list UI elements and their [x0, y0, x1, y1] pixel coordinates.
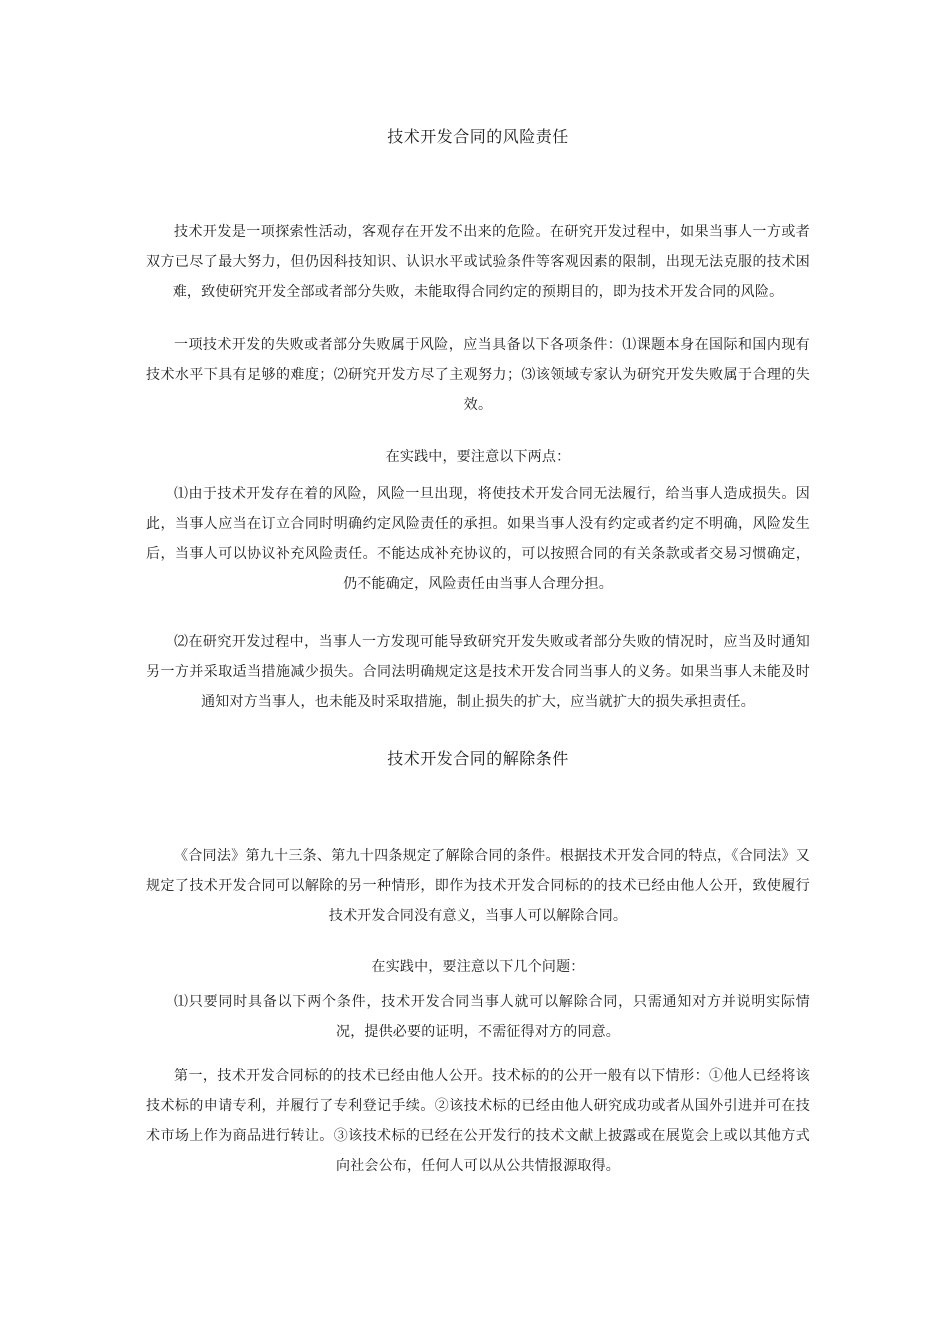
section2-paragraph-4: 第一，技术开发合同标的的技术已经由他人公开。技术标的的公开一般有以下情形：①他人已经将该技术标的申请专利，并履行了专利登记手续。②该技术标的已经由他人研究成功或者从国外引进并可在技术市场上作为商品进行转让。③该技术标的已经在公开发行的技术文献上披露或在展览会上或以其他方式向社会公布，任何人可以从公共情报源取得。 — [146, 1068, 810, 1174]
section2-paragraph-1: 《合同法》第九十三条、第九十四条规定了解除合同的条件。根据技术开发合同的特点，《合同法》又规定了技术开发合同可以解除的另一种情形，即作为技术开发合同标的的技术已经由他人公开，致使履行技术开发合同没有意义，当事人可以解除合同。 — [146, 848, 810, 924]
section1-title: 技术开发合同的风险责任 — [387, 127, 569, 146]
section1-paragraph-4: ⑴由于技术开发存在着的风险，风险一旦出现，将使技术开发合同无法履行，给当事人造成损失。因此，当事人应当在订立合同时明确约定风险责任的承担。如果当事人没有约定或者约定不明确，风险发生后，当事人可以协议补充风险责任。不能达成补充协议的，可以按照合同的有关条款或者交易习惯确定，仍不能确定，风险责任由当事人合理分担。 — [146, 486, 810, 592]
section2-paragraph-2: 在实践中，要注意以下几个问题： — [371, 959, 585, 975]
section1-paragraph-5: ⑵在研究开发过程中，当事人一方发现可能导致研究开发失败或者部分失败的情况时，应当及时通知另一方并采取适当措施减少损失。合同法明确规定这是技术开发合同当事人的义务。如果当事人未能及时通知对方当事人，也未能及时采取措施，制止损失的扩大，应当就扩大的损失承担责任。 — [146, 634, 810, 710]
section1-paragraph-1: 技术开发是一项探索性活动，客观存在开发不出来的危险。在研究开发过程中，如果当事人一方或者双方已尽了最大努力，但仍因科技知识、认识水平或试验条件等客观因素的限制，出现无法克服的技术困难，致使研究开发全部或者部分失败，未能取得合同约定的预期目的，即为技术开发合同的风险。 — [146, 224, 810, 300]
section1-paragraph-2: 一项技术开发的失败或者部分失败属于风险，应当具备以下各项条件：⑴课题本身在国际和国内现有技术水平下具有足够的难度；⑵研究开发方尽了主观努力；⑶该领域专家认为研究开发失败属于合理的失效。 — [146, 337, 810, 413]
section1-paragraph-3: 在实践中，要注意以下两点： — [385, 449, 571, 465]
section2-paragraph-3: ⑴只要同时具备以下两个条件，技术开发合同当事人就可以解除合同，只需通知对方并说明实际情况，提供必要的证明，不需征得对方的同意。 — [174, 994, 810, 1040]
document-page — [146, 0, 810, 1344]
section2-title: 技术开发合同的解除条件 — [387, 749, 569, 768]
